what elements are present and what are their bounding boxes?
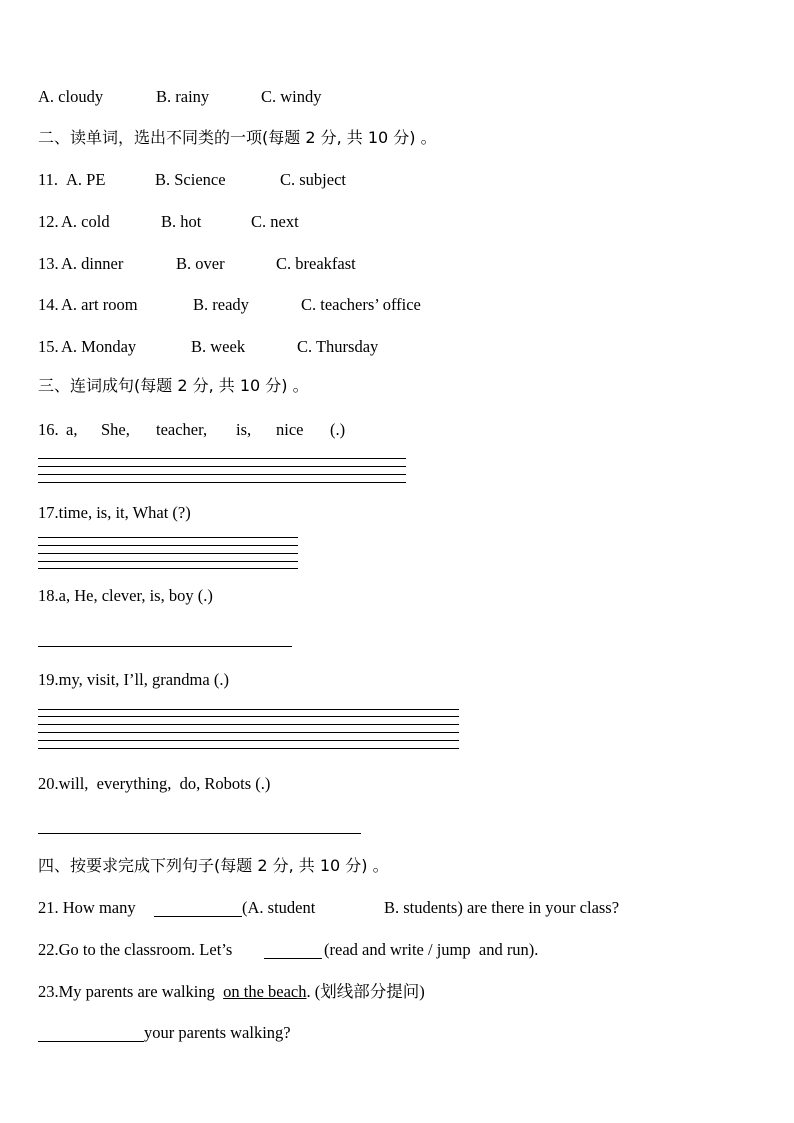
q13-option-a: A. dinner <box>61 254 124 273</box>
question-19: 19.my, visit, I’ll, grandma (.) <box>38 670 229 689</box>
question-17: 17.time, is, it, What (?) <box>38 503 191 522</box>
q12-option-c: C. next <box>251 212 299 231</box>
answer-line <box>38 740 459 741</box>
q10-option-b: B. rainy <box>156 87 210 106</box>
q22-suffix: (read and write / jump and run). <box>324 940 539 959</box>
answer-line <box>38 537 298 538</box>
answer-line <box>38 545 298 546</box>
answer-line <box>38 732 459 733</box>
q14-option-a: A. art room <box>61 295 138 314</box>
q16-word: teacher, <box>156 420 208 439</box>
q12-option-a: A. cold <box>61 212 110 231</box>
q10-option-a: A. cloudy <box>38 87 104 106</box>
q22-prefix: 22.Go to the classroom. Let’s <box>38 940 237 959</box>
q21-prefix: 21. How many <box>38 898 140 917</box>
question-23 <box>38 982 425 1002</box>
q13-option-c: C. breakfast <box>276 254 356 273</box>
q14-option-c: C. teachers’ office <box>301 295 421 314</box>
q11-option-a: A. PE <box>66 170 106 189</box>
q12-option-b: B. hot <box>161 212 202 231</box>
answer-line <box>38 833 361 834</box>
q16-word: is, <box>236 420 252 439</box>
answer-line <box>38 748 459 749</box>
q15-number: 15. <box>38 337 59 356</box>
section-3-heading: 三、连词成句(每题 2 分, 共 10 分) 。 <box>38 376 309 395</box>
q16-word: She, <box>101 420 130 439</box>
q10-option-c: C. windy <box>261 87 322 106</box>
q11-option-c: C. subject <box>280 170 346 189</box>
q16-number: 16. <box>38 420 59 439</box>
answer-line <box>38 474 406 475</box>
answer-line <box>38 561 298 562</box>
answer-line <box>38 724 459 725</box>
q23-answer-suffix: your parents walking? <box>144 1023 291 1042</box>
answer-blank[interactable] <box>264 940 322 959</box>
q16-word: nice <box>276 420 304 439</box>
answer-line <box>38 646 292 647</box>
q13-number: 13. <box>38 254 59 273</box>
q13-option-b: B. over <box>176 254 225 273</box>
answer-blank[interactable] <box>38 1023 144 1042</box>
question-20: 20.will, everything, do, Robots (.) <box>38 774 271 793</box>
q16-word: a, <box>66 420 78 439</box>
q21-option-b: B. students) are there in your class? <box>384 898 620 917</box>
answer-line <box>38 716 459 717</box>
q21-option-a: (A. student <box>242 898 316 917</box>
q23-suffix: . (划线部分提问) <box>306 982 425 1001</box>
q14-option-b: B. ready <box>193 295 249 314</box>
answer-line <box>38 466 406 467</box>
q15-option-c: C. Thursday <box>297 337 379 356</box>
q11-number: 11. <box>38 170 59 189</box>
answer-line <box>38 482 406 483</box>
answer-line <box>38 568 298 569</box>
q23-underlined: on the beach <box>223 982 307 1001</box>
q11-option-b: B. Science <box>155 170 226 189</box>
q14-number: 14. <box>38 295 59 314</box>
section-2-heading: 二、读单词，选出不同类的一项(每题 2 分, 共 10 分) 。 <box>38 128 437 147</box>
answer-line <box>38 709 459 710</box>
question-18: 18.a, He, clever, is, boy (.) <box>38 586 213 605</box>
section-4-heading: 四、按要求完成下列句子(每题 2 分, 共 10 分) 。 <box>38 856 389 875</box>
q15-option-b: B. week <box>191 337 246 356</box>
answer-line <box>38 458 406 459</box>
answer-blank[interactable] <box>154 898 242 917</box>
q12-number: 12. <box>38 212 59 231</box>
q23-prefix: 23.My parents are walking <box>38 982 224 1001</box>
q16-word: (.) <box>330 420 346 439</box>
q15-option-a: A. Monday <box>61 337 137 356</box>
answer-line <box>38 553 298 554</box>
